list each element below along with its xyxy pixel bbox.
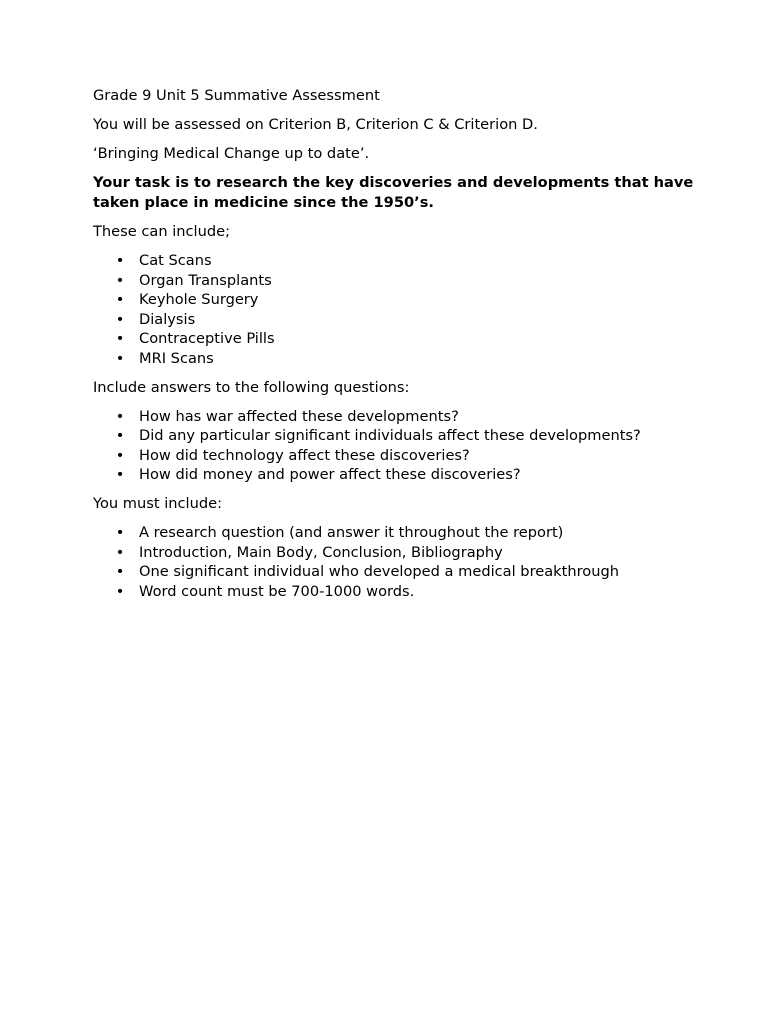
bullet-icon: • xyxy=(115,407,125,425)
list-item-text: Did any particular significant individuals affect these developments? xyxy=(139,427,641,445)
examples-intro: These can include; xyxy=(93,223,231,240)
examples-list xyxy=(93,251,733,369)
list-item xyxy=(93,465,733,485)
bullet-icon: • xyxy=(115,291,125,309)
bullet-icon: • xyxy=(115,543,125,561)
list-item xyxy=(93,290,733,310)
list-item-text: How did technology affect these discoveries? xyxy=(139,446,470,464)
list-item xyxy=(93,426,733,446)
list-item xyxy=(93,407,733,427)
list-item xyxy=(93,271,733,291)
list-item-text: Keyhole Surgery xyxy=(139,291,259,309)
list-item xyxy=(93,349,733,369)
list-item xyxy=(93,329,733,349)
requirements-list xyxy=(93,523,733,601)
bullet-icon: • xyxy=(115,427,125,445)
list-item-text: Contraceptive Pills xyxy=(139,330,275,348)
bullet-icon: • xyxy=(115,466,125,484)
bullet-icon: • xyxy=(115,446,125,464)
bullet-icon: • xyxy=(115,523,125,541)
bullet-icon: • xyxy=(115,330,125,348)
list-item xyxy=(93,562,733,582)
list-item-text: Organ Transplants xyxy=(139,271,272,289)
bullet-icon: • xyxy=(115,349,125,367)
bullet-icon: • xyxy=(115,563,125,581)
list-item xyxy=(93,446,733,466)
bullet-icon: • xyxy=(115,271,125,289)
list-item-text: How did money and power affect these discoveries? xyxy=(139,466,521,484)
bullet-icon: • xyxy=(115,310,125,328)
list-item xyxy=(93,543,733,563)
list-item-text: One significant individual who developed a medical breakthrough xyxy=(139,563,619,581)
bullet-icon: • xyxy=(115,252,125,269)
list-item xyxy=(93,523,733,543)
list-item xyxy=(93,310,733,330)
task-statement: Your task is to research the key discoveries and developments that have taken place in medicine since the 1950’s. xyxy=(93,174,694,211)
questions-list xyxy=(93,407,733,485)
list-item-text: MRI Scans xyxy=(139,349,214,367)
list-item-text: How has war affected these developments? xyxy=(139,407,459,425)
list-item xyxy=(93,582,733,602)
bullet-icon: • xyxy=(115,582,125,600)
list-item-text: Introduction, Main Body, Conclusion, Bibliography xyxy=(139,543,503,561)
list-item-text: Cat Scans xyxy=(139,252,212,269)
questions-intro: Include answers to the following questions: xyxy=(93,378,410,396)
list-item xyxy=(93,251,733,271)
list-item-text: Word count must be 700-1000 words. xyxy=(139,582,415,600)
criteria-statement: You will be assessed on Criterion B, Criterion C & Criterion D. xyxy=(93,116,538,133)
document-page xyxy=(93,86,733,610)
list-item-text: Dialysis xyxy=(139,310,196,328)
requirements-intro: You must include: xyxy=(93,494,223,512)
list-item-text: A research question (and answer it throughout the report) xyxy=(139,523,564,541)
document-title: Grade 9 Unit 5 Summative Assessment xyxy=(93,87,380,104)
topic-title: ‘Bringing Medical Change up to date’. xyxy=(93,145,370,162)
